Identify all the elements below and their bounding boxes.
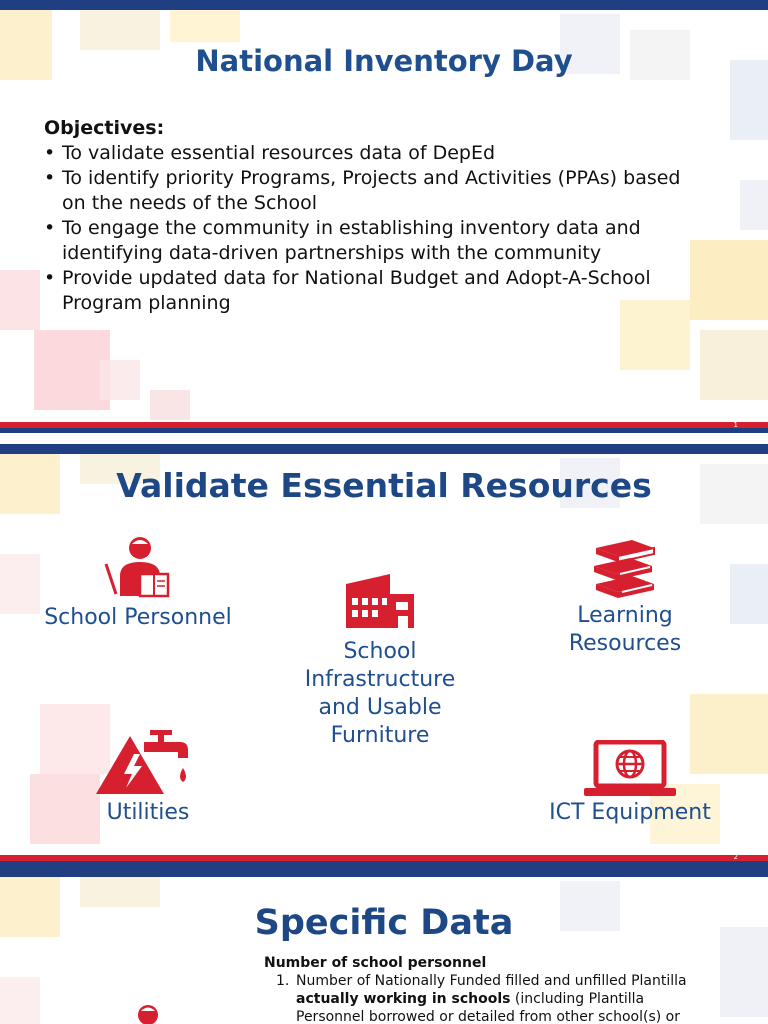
item-rest-text: (including Plantilla <box>510 991 645 1007</box>
bottom-bar-blue <box>0 428 768 433</box>
objective-text: Provide updated data for National Budget and Adopt-A-School Program planning <box>62 267 651 314</box>
resource-label-line: Learning <box>577 603 673 628</box>
specific-data-block <box>264 954 744 1024</box>
decor-square <box>0 270 40 330</box>
objectives-list <box>44 141 744 316</box>
resource-label-line: and Usable <box>318 695 442 720</box>
resource-school-personnel: School Personnel <box>44 605 232 630</box>
decor-square <box>34 330 110 410</box>
item-bold-text: actually working in schools <box>296 991 511 1007</box>
item-line: Number of Nationally Funded filled and unfilled Plantilla <box>296 973 687 989</box>
resource-label-line: Resources <box>568 631 682 656</box>
laptop-globe-icon <box>584 740 676 798</box>
decor-square <box>100 360 140 400</box>
objective-text: To identify priority Programs, Projects and Activities (PPAs) based on the needs of the School <box>62 167 681 214</box>
resource-ict-equipment: ICT Equipment <box>549 800 711 825</box>
resource-learning-resources <box>520 602 730 658</box>
page-number: 1 <box>733 421 738 429</box>
teacher-icon <box>104 536 172 598</box>
slide-2 <box>0 444 768 878</box>
decor-square <box>0 977 40 1024</box>
list-item <box>264 972 744 1024</box>
list-item <box>44 216 724 266</box>
page-number: 2 <box>733 853 738 861</box>
slide-title: Validate Essential Resources <box>116 466 652 505</box>
school-building-icon <box>346 574 414 628</box>
decor-square <box>170 10 240 42</box>
list-item <box>44 141 744 166</box>
objective-text: To validate essential resources data of DepEd <box>62 142 496 164</box>
objective-text: To engage the community in establishing inventory data and identifying data-driven partnerships with the community <box>62 217 641 264</box>
water-electricity-icon <box>96 728 198 798</box>
resource-label-line: Furniture <box>330 723 430 748</box>
list-item <box>44 166 694 216</box>
slide-title: National Inventory Day <box>195 44 573 78</box>
objectives-block <box>44 116 744 316</box>
resource-label-line: Infrastructure <box>304 667 456 692</box>
books-icon <box>592 538 658 598</box>
teacher-icon <box>130 1003 166 1024</box>
decor-square <box>150 390 190 420</box>
resource-label-line: School <box>343 639 417 664</box>
resource-utilities: Utilities <box>106 800 190 825</box>
decor-square <box>690 694 768 774</box>
specific-heading: Number of school personnel <box>264 955 487 971</box>
bullet: • <box>44 267 56 289</box>
decor-square <box>700 330 768 400</box>
item-number: 1. <box>276 973 290 989</box>
resource-school-infrastructure <box>270 638 490 750</box>
decor-square <box>730 564 768 624</box>
bullet: • <box>44 142 56 164</box>
slide-3 <box>0 867 768 1024</box>
bullet: • <box>44 167 56 189</box>
list-item <box>44 266 664 316</box>
objectives-heading: Objectives: <box>44 117 165 139</box>
item-line <box>296 990 744 1008</box>
item-line: Personnel borrowed or detailed from other school(s) or <box>296 1009 680 1024</box>
top-bar <box>0 444 768 454</box>
top-bar <box>0 0 768 10</box>
slide-title: Specific Data <box>254 903 514 943</box>
decor-square <box>740 180 768 230</box>
slide-1 <box>0 0 768 433</box>
top-bar <box>0 867 768 877</box>
bullet: • <box>44 217 56 239</box>
